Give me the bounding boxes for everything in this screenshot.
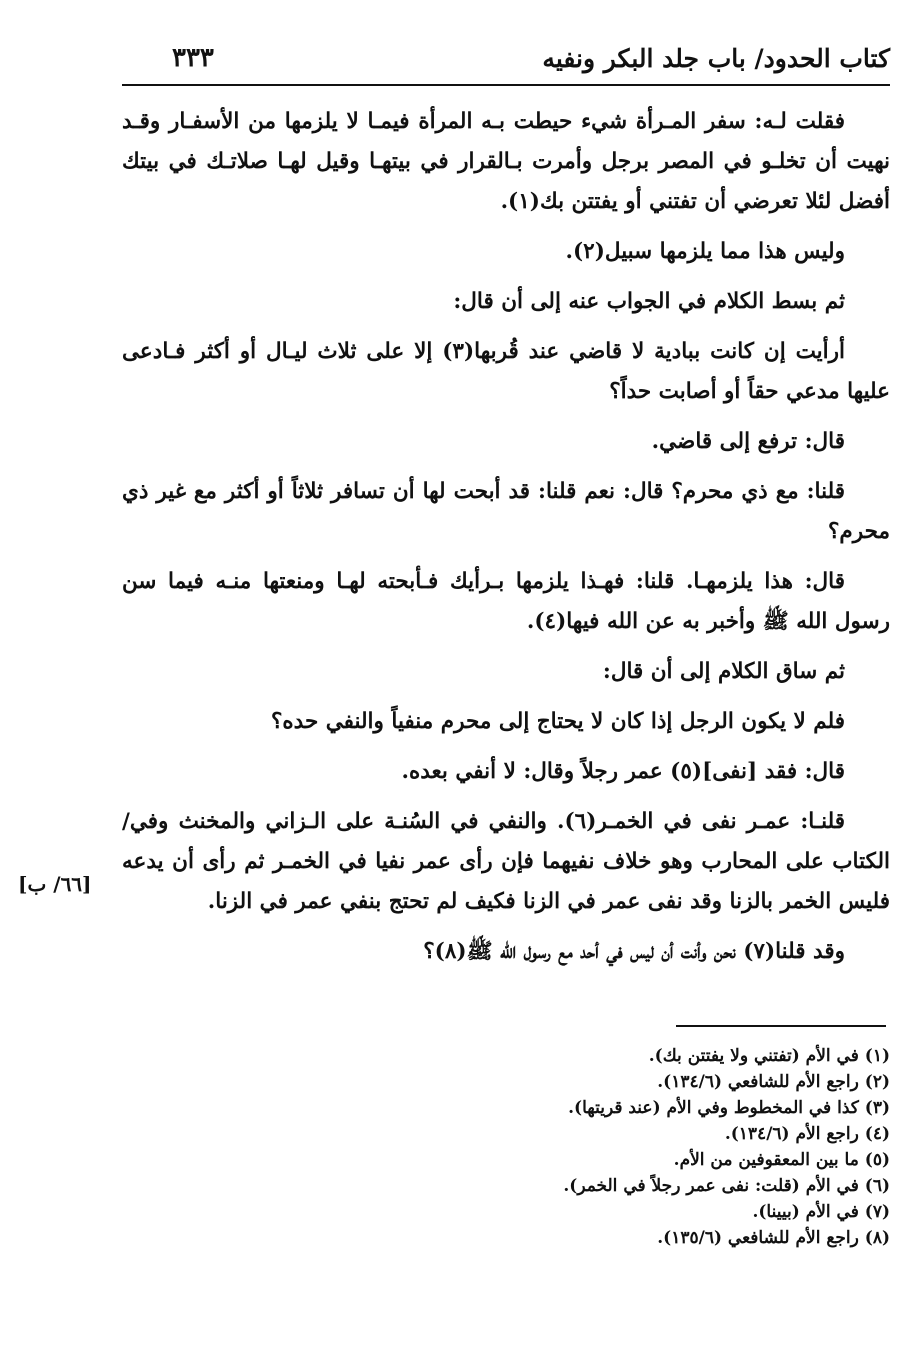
footnote: (٤) راجع الأم (١٣٤/٦). [724,1124,890,1144]
paragraph: قلنـا: عمـر نفى في الخمـر(٦). والنفي في السُنـة على الـزاني والمخنث وفي/ الكتاب على المحارب وهو خلاف نفيهما فإن رأى عمر نفيا في الخمـر ثم رأى أن يدعه فليس الخمر بالزنا وقد نفى عمر في الزنا فكيف لم تحتج بنفي عمر في الزنا. [122,809,890,914]
footnote-divider [676,1025,886,1027]
paragraph: فلم لا يكون الرجل إذا كان لا يحتاج إلى محرم منفياً والنفي حده؟ [270,709,845,734]
footnote: (٦) في الأم (قلت: نفى عمر رجلاً في الخمر). [563,1176,890,1196]
paragraph: وقد قلنا(٧) نحن وأنت أن ليس في أحد مع رسول الله ﷺ(٨)؟ [423,939,845,964]
footnotes [122,1043,890,1251]
header-divider [122,84,890,86]
manuscript-folio-marker: [٦٦/ ب] [18,872,92,896]
page-number: ٣٣٣ [172,43,214,73]
paragraph: قلنا: مع ذي محرم؟ قال: نعم قلنا: قد أبحت لها أن تسافر ثلاثاً أو أكثر مع غير ذي محرم؟ [122,479,890,544]
footnote: (١) في الأم (تفتني ولا يفتتن بك). [648,1046,890,1066]
footnote: (٨) راجع الأم للشافعي (١٣٥/٦). [657,1228,890,1248]
paragraph: فقلت لـه: سفر المـرأة شيء حيطت بـه المرأة فيمـا لا يلزمها من الأسفـار وقـد نهيت أن تخلـو في المصر برجل وأمرت بـالقرار في بيتهـا وقيل لهـا صلاتـك في بيتك أفضل لئلا تعرضي أن تفتني أو يفتتن بك(١). [122,109,890,214]
footnote: (٢) راجع الأم للشافعي (١٣٤/٦). [657,1072,890,1092]
paragraph: قال: هذا يلزمهـا. قلنا: فهـذا يلزمها بـرأيك فـأبحته لهـا ومنعتها منـه فيما سن رسول الله ﷺ وأخبر به عن الله فيها(٤). [122,569,890,634]
paragraph: وليس هذا مما يلزمها سبيل(٢). [565,239,845,264]
paragraph: ثم بسط الكلام في الجواب عنه إلى أن قال: [453,289,845,314]
main-text [122,102,890,982]
paragraph: أرأيت إن كانت ببادية لا قاضي عند قُربها(٣) إلا على ثلاث ليـال أو أكثر فـادعى عليها مدعي حقاً أو أصابت حداً؟ [122,339,890,404]
paragraph: قال: فقد [نفى](٥) عمر رجلاً وقال: لا أنفي بعده. [401,759,845,784]
footnote: (٧) في الأم (بيينا). [752,1202,890,1222]
footnote: (٥) ما بين المعقوفين من الأم. [673,1150,890,1170]
footnote: (٣) كذا في المخطوط وفي الأم (عند قريتها). [568,1098,890,1118]
page-header [122,38,890,78]
running-title: كتاب الحدود/ باب جلد البكر ونفيه [542,43,890,73]
paragraph: قال: ترفع إلى قاضي. [651,429,845,454]
paragraph: ثم ساق الكلام إلى أن قال: [602,659,845,684]
